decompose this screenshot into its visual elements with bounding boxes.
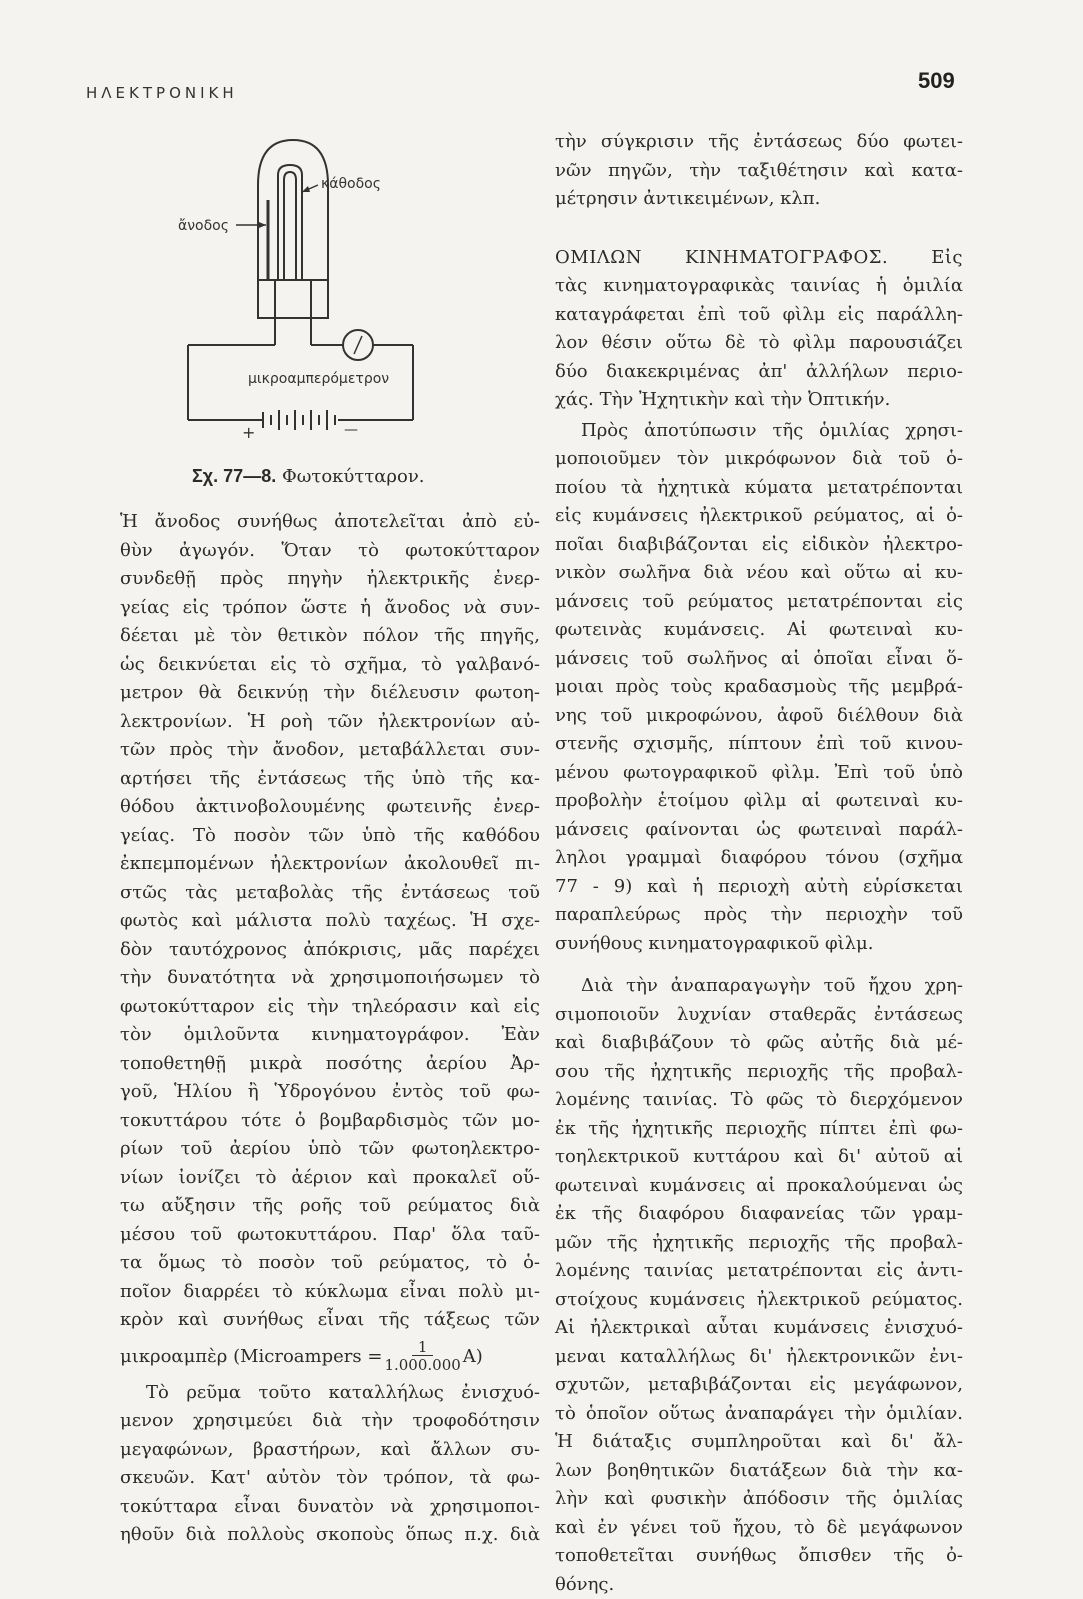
formula <box>120 1335 540 1379</box>
text-line: σκευῶν. Κατ' αὐτὸν τὸν τρόπον, τὰ φω- <box>120 1464 540 1493</box>
anode-label: ἄνοδος <box>178 218 229 234</box>
page-number: 509 <box>918 68 955 94</box>
text-line: ληλοι γραμμαὶ διαφόρου τόνου (σχῆμα <box>555 844 963 873</box>
text-line: στοίχους κυμάνσεις ἠλεκτρικοῦ ρεύματος. <box>555 1286 963 1315</box>
text-line: νικὸν σωλῆνα διὰ νέου καὶ οὕτω αἱ κυ- <box>555 559 963 588</box>
text-line: νίων ἰονίζει τὸ ἀέριον καὶ προκαλεῖ οὕ- <box>120 1164 540 1193</box>
text-line: τὰς κινηματογραφικὰς ταινίας ἡ ὁμιλία <box>555 272 963 301</box>
text-line: ηθοῦν διὰ πολλοὺς σκοποὺς ὅπως π.χ. διὰ <box>120 1521 540 1550</box>
text-line: καὶ διαβιβάζουν τὸ φῶς αὐτῆς διὰ μέ- <box>555 1029 963 1058</box>
text-line: μένου φωτογραφικοῦ φὶλμ. Ἐπὶ τοῦ ὑπὸ <box>555 759 963 788</box>
text-line: Ἡ ἄνοδος συνήθως ἀποτελεῖται ἀπὸ εὐ- <box>120 508 540 537</box>
text-line: τοποθετηθῇ μικρὰ ποσότης ἀερίου Ἀρ- <box>120 1050 540 1079</box>
section-heading: ΟΜΙΛΩΝ ΚΙΝΗΜΑΤΟΓΡΑΦΟΣ. <box>555 247 888 268</box>
text-line: τω αὔξησιν τῆς ροῆς τοῦ ρεύματος διὰ <box>120 1192 540 1221</box>
text-line: μάνσεις τοῦ ρεύματος μετατρέπονται εἰς <box>555 588 963 617</box>
text-line: μεναι καταλλήλως δι' ἠλεκτρονικῶν ἐνι- <box>555 1343 963 1372</box>
text-line: φωτοκύτταρον εἰς τὴν τηλεόρασιν καὶ εἰς <box>120 993 540 1022</box>
text-line: τὴν σύγκρισιν τῆς ἐντάσεως δύο φωτει- <box>555 128 963 157</box>
text-line: φωτὸς καὶ μάλιστα πολὺ ταχέως. Ἡ σχε- <box>120 907 540 936</box>
text-line: δέεται μὲ τὸν θετικὸν πόλον τῆς πηγῆς, <box>120 622 540 651</box>
running-header: ΗΛΕΚΤΡΟΝΙΚΗ <box>86 84 238 102</box>
right-paragraph-top <box>555 128 963 214</box>
text-line: τα ὅμως τὸ ποσὸν τοῦ ρεύματος, τὸ ὁ- <box>120 1249 540 1278</box>
text-line: λομένης ταινίας μετατρέπονται εἰς ἀντι- <box>555 1257 963 1286</box>
text-line: ἐκπεμπομένων ἠλεκτρονίων ἀκολουθεῖ πι- <box>120 850 540 879</box>
plus-sign: + <box>242 423 255 442</box>
text-line: χάς. Τὴν Ἠχητικὴν καὶ τὴν Ὀπτικήν. <box>555 386 963 415</box>
left-paragraph <box>120 508 540 1335</box>
text-line: ποίου τὰ ἠχητικὰ κύματα μετατρέπονται <box>555 474 963 503</box>
bulb-base <box>258 280 328 318</box>
formula-denominator: 1.000.000 <box>384 1356 460 1374</box>
text-line: καταγράφεται ἐπὶ τοῦ φὶλμ εἰς παράλλη- <box>555 301 963 330</box>
text-line: σιμοποιοῦν λυχνίαν σταθερᾶς ἐντάσεως <box>555 1001 963 1030</box>
text-line: γοῦ, Ἡλίου ἢ Ὑδρογόνου ἐντὸς τοῦ φω- <box>120 1078 540 1107</box>
photocell-diagram-svg <box>168 130 438 470</box>
text-line: τῶν πρὸς τὴν ἄνοδον, μεταβάλλεται συν- <box>120 736 540 765</box>
text-line: νης τοῦ μικροφώνου, ἀφοῦ διέλθουν διὰ <box>555 702 963 731</box>
text-line: τοποθετεῖται συνήθως ὄπισθεν τῆς ὀ- <box>555 1542 963 1571</box>
text-line: καὶ ἐν γένει τοῦ ἤχου, τὸ δὲ μεγάφωνον <box>555 1514 963 1543</box>
text-line: συνήθους κινηματογραφικοῦ φὶλμ. <box>555 930 963 959</box>
text-line: εἰς κυμάνσεις ἠλεκτρικοῦ ρεύματος, αἱ ὁ- <box>555 502 963 531</box>
text-line: στῶς τὰς μεταβολὰς τῆς ἐντάσεως τοῦ <box>120 879 540 908</box>
text-line: γείας. Τὸ ποσὸν τῶν ὑπὸ τῆς καθόδου <box>120 822 540 851</box>
text-line: Τὸ ρεῦμα τοῦτο καταλλήλως ἐνισχυό- <box>120 1379 540 1408</box>
minus-sign: — <box>344 422 358 438</box>
text-line: φωτεινὰς κυμάνσεις. Αἱ φωτειναὶ κυ- <box>555 616 963 645</box>
text-line: ποῖον διαρρέει τὸ κύκλωμα εἶναι πολὺ μι- <box>120 1278 540 1307</box>
text-line: μοιαι πρὸς τοὺς κραδασμοὺς τῆς μεμβρά- <box>555 673 963 702</box>
right-paragraph-1 <box>555 272 963 415</box>
text-line: ρίων τοῦ ἀερίου ὑπὸ τῶν φωτοηλεκτρο- <box>120 1135 540 1164</box>
text-line: Αἱ ἠλεκτρικαὶ αὗται κυμάνσεις ἐνισχυό- <box>555 1314 963 1343</box>
formula-suffix: A) <box>463 1335 483 1379</box>
text-line: λὴν καὶ φυσικὴν ἀπόδοσιν τῆς ὁμιλίας <box>555 1485 963 1514</box>
text-line: τοκύτταρα εἶναι δυνατὸν νὰ χρησιμοποι- <box>120 1493 540 1522</box>
caption-number: Σχ. 77—8. <box>192 466 276 486</box>
text-line: στενῆς σχισμῆς, πίπτουν ἐπὶ τοῦ κινου- <box>555 730 963 759</box>
text-line: μενον χρησιμεύει διὰ τὴν τροφοδότησιν <box>120 1407 540 1436</box>
text-line: ποῖαι διαβιβάζονται εἰς εἰδικὸν ἠλεκτρο- <box>555 531 963 560</box>
caption-text: Φωτοκύτταρον. <box>282 466 425 487</box>
text-line: συνδεθῇ πρὸς πηγὴν ἠλεκτρικῆς ἐνερ- <box>120 565 540 594</box>
figure-caption <box>192 466 425 487</box>
text-line: παραπλεύρως πρὸς τὴν περιοχὴν τοῦ <box>555 901 963 930</box>
text-line: Πρὸς ἀποτύπωσιν τῆς ὁμιλίας χρησι- <box>555 417 963 446</box>
text-line: λων βοηθητικῶν διατάξεων διὰ τὴν κα- <box>555 1457 963 1486</box>
right-paragraph-3 <box>555 972 963 1599</box>
text-line: λον θέσιν οὕτω δὲ τὸ φὶλμ παρουσιάζει <box>555 329 963 358</box>
text-line: δύο διακεκριμένας ἀπ' ἀλλήλων περιο- <box>555 358 963 387</box>
text-line: μεγαφώνων, βραστήρων, καὶ ἄλλων συ- <box>120 1436 540 1465</box>
text-line: κρὸν καὶ συνήθως εἶναι τῆς τάξεως τῶν <box>120 1306 540 1335</box>
section-heading-line <box>555 244 963 273</box>
text-line: μετρον θὰ δεικνύῃ τὴν διέλευσιν φωτοη- <box>120 679 540 708</box>
text-line: φωτειναὶ κυμάνσεις αἱ προκαλούμεναι ὡς <box>555 1172 963 1201</box>
text-line: σου τῆς ἠχητικῆς περιοχῆς τῆς προβαλ- <box>555 1058 963 1087</box>
formula-numerator: 1 <box>412 1339 434 1356</box>
right-paragraph-2 <box>555 417 963 959</box>
text-line: Διὰ τὴν ἀναπαραγωγὴν τοῦ ἤχου χρη- <box>555 972 963 1001</box>
text-line: μοποιοῦμεν τὸν μικρόφωνον διὰ τοῦ ὁ- <box>555 445 963 474</box>
text-line: ἐκ τῆς διαφόρου διαφανείας τῶν γραμ- <box>555 1200 963 1229</box>
text-line: λεκτρονίων. Ἡ ροὴ τῶν ἠλεκτρονίων αὐ- <box>120 708 540 737</box>
text-line: μάνσεις φαίνονται ὡς φωτειναὶ παράλ- <box>555 816 963 845</box>
text-line: τοκυττάρου τότε ὁ βομβαρδισμὸς τῶν μο- <box>120 1107 540 1136</box>
text-line: σχυτῶν, μεταβιβάζονται εἰς μεγάφωνον, <box>555 1371 963 1400</box>
text-line: μέτρησιν ἀντικειμένων, κλπ. <box>555 185 963 214</box>
text-line: μέσου τοῦ φωτοκυττάρου. Παρ' ὅλα ταῦ- <box>120 1221 540 1250</box>
text-line: γείας εἰς τρόπον ὥστε ἡ ἄνοδος νὰ συν- <box>120 594 540 623</box>
heading-tail: Εἰς <box>931 247 963 268</box>
text-line: προβολὴν ἑτοίμου φὶλμ αἱ φωτειναὶ κυ- <box>555 787 963 816</box>
meter-label: μικροαμπερόμετρον <box>248 371 389 387</box>
text-line: νῶν πηγῶν, τὴν ταξιθέτησιν καὶ κατα- <box>555 157 963 186</box>
left-paragraph-after <box>120 1379 540 1550</box>
text-line: θόδου ἀκτινοβολουμένης φωτεινῆς ἐνερ- <box>120 793 540 822</box>
text-line: θόνης. <box>555 1571 963 1599</box>
text-line: τὸ ὁποῖον οὕτως ἀναπαράγει τὴν ὁμιλίαν. <box>555 1400 963 1429</box>
text-line: μάνσεις τοῦ σωλῆνος αἱ ὁποῖαι εἶναι ὅ- <box>555 645 963 674</box>
formula-fraction <box>384 1339 460 1374</box>
photocell-diagram <box>168 130 438 470</box>
text-line: δὸν ταυτόχρονος ἀπόκρισις, μᾶς παρέχει <box>120 936 540 965</box>
right-column <box>555 128 963 1599</box>
text-line: θὺν ἀγωγόν. Ὅταν τὸ φωτοκύτταρον <box>120 537 540 566</box>
text-line: τὴν δυνατότητα νὰ χρησιμοποιήσωμεν τὸ <box>120 964 540 993</box>
text-line: μῶν τῆς ἠχητικῆς περιοχῆς τῆς προβαλ- <box>555 1229 963 1258</box>
text-line: λομένης ταινίας. Τὸ φῶς τὸ διερχόμενον <box>555 1086 963 1115</box>
cathode-plate <box>278 165 302 280</box>
left-column <box>120 508 540 1550</box>
text-line: ἐκ τῆς ἠχητικῆς περιοχῆς πίπτει ἐπὶ φω- <box>555 1115 963 1144</box>
text-line: αρτήσει τῆς ἐντάσεως τῆς ὑπὸ τῆς κα- <box>120 765 540 794</box>
formula-prefix: μικροαμπὲρ (Microampers = <box>120 1335 382 1379</box>
cathode-label: κάθοδος <box>321 176 381 192</box>
text-line: 77 - 9) καὶ ἡ περιοχὴ αὐτὴ εὑρίσκεται <box>555 873 963 902</box>
text-line: ὡς δεικνύεται εἰς τὸ σχῆμα, τὸ γαλβανό- <box>120 651 540 680</box>
text-line: τοηλεκτρικοῦ κυττάρου καὶ δι' αὐτοῦ αἱ <box>555 1143 963 1172</box>
text-line: τὸν ὁμιλοῦντα κινηματογράφον. Ἐὰν <box>120 1021 540 1050</box>
text-line: Ἡ διάταξις συμπληροῦται καὶ δι' ἄλ- <box>555 1428 963 1457</box>
